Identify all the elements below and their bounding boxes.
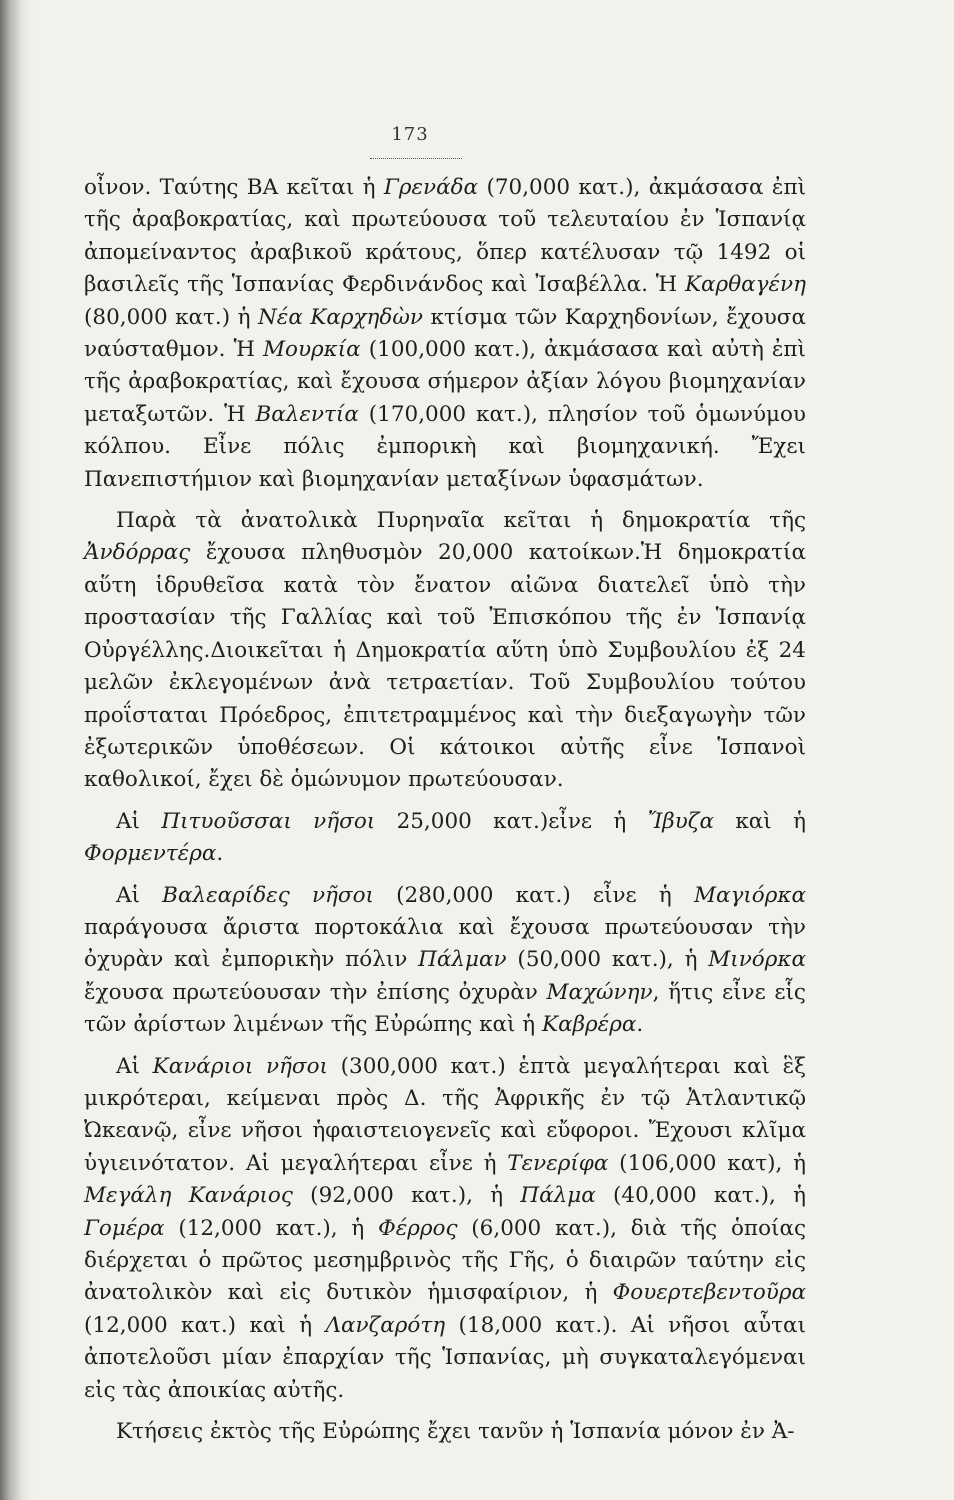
text-run: (6,000 κατ.), διὰ τῆς ὁποίας διέρχεται ὁ πρῶτος μεσημβρινὸς τῆς Γῆς, ὁ διαιρῶν ταύτην εἰς ἀνατολικὸν καὶ εἰς δυτικὸν ἡμισφαίριον, ἡ <box>84 1215 806 1306</box>
italic-name: Φορμεντέρα <box>84 841 217 867</box>
paragraph <box>84 1416 806 1448</box>
paragraph <box>84 172 806 496</box>
italic-name: Μινόρκα <box>708 947 806 973</box>
text-run: (12,000 κατ.) καὶ ἡ <box>84 1312 326 1338</box>
italic-name: Μαγιόρκα <box>693 882 806 908</box>
text-run: 25,000 κατ.)εἶνε ἡ <box>375 808 648 834</box>
italic-name: Ἀνδόρρας <box>84 540 191 566</box>
text-run: Παρὰ τὰ ἀνατολικὰ Πυρηναῖα κεῖται ἡ δημοκρατία τῆς <box>116 508 806 534</box>
text-run: . <box>216 841 224 867</box>
italic-name: Μαχώνην <box>546 979 653 1005</box>
italic-name: Μεγάλη Κανάριος <box>84 1183 293 1209</box>
italic-name: Καβρέρα <box>542 1012 637 1038</box>
text-run: Κτήσεις ἐκτὸς τῆς Εὐρώπης ἔχει τανῦν ἡ Ἱσπανία μόνον ἐν Ἀ- <box>116 1419 795 1445</box>
text-run: ἔχουσα πρωτεύουσαν τὴν ἐπίσης ὀχυρὰν <box>84 979 547 1005</box>
paragraph <box>84 505 806 797</box>
text-run: ἔχουσα πληθυσμὸν 20,000 κατοίκων.Ἡ δημοκρατία αὕτη ἱδρυθεῖσα κατὰ τὸν ἔνατον αἰῶνα διατελεῖ ὑπὸ τὴν προστασίαν τῆς Γαλλίας καὶ τοῦ Ἐπισκόπου τῆς ἐν Ἱσπανίᾳ Οὐργέλλης.Διοικεῖται ἡ Δημοκρατία αὕτη ὑπὸ Συμβουλίου ἐξ 24 μελῶν ἐκλεγομένων ἀνὰ τετραετίαν. Τοῦ Συμβουλίου τούτου προΐσταται Πρόεδρος, ἐπιτετραμμένος καὶ τὴν διεξαγωγὴν τῶν ἐξωτερικῶν ὑποθέσεων. Οἱ κάτοικοι αὐτῆς εἶνε Ἱσπανοὶ καθολικοί, ἔχει δὲ ὁμώνυμον πρωτεύουσαν. <box>84 540 806 793</box>
italic-name: Νέα Καρχηδὼν <box>257 304 423 330</box>
text-run: καὶ ἡ <box>713 808 807 834</box>
paragraph <box>84 1051 806 1407</box>
italic-name: Πάλμα <box>520 1183 596 1209</box>
text-run: (106,000 κατ), ἡ <box>608 1150 806 1176</box>
text-run: (280,000 κατ.) εἶνε ἡ <box>373 882 694 908</box>
italic-name: Μουρκία <box>262 337 361 363</box>
text-run: (18,000 κατ.). Αἱ νῆσοι αὗται ἀποτελοῦσι μίαν ἐπαρχίαν τῆς Ἱσπανίας, μὴ συγκαταλεγόμεναι εἰς τὰς ἀποικίας αὐτῆς. <box>84 1312 806 1403</box>
paragraph <box>84 880 806 1042</box>
italic-name: Πάλμαν <box>418 947 507 973</box>
text-run: (12,000 κατ.), ἡ <box>164 1215 379 1241</box>
italic-name: Βαλεντία <box>255 401 359 427</box>
italic-name: Γομέρα <box>84 1215 165 1241</box>
header-rule <box>370 158 462 159</box>
italic-name: Πιτυοῦσσαι νῆσοι <box>161 808 376 834</box>
text-run: (92,000 κατ.), ἡ <box>292 1183 521 1209</box>
italic-name: Τενερίφα <box>507 1150 609 1176</box>
text-run: (100,000 κατ.), ἀκμάσασα καὶ αὐτὴ ἐπὶ τῆς ἀραβοκρατίας, καὶ ἔχουσα σήμερον ἀξίαν λόγου βιομηχανίαν μεταξωτῶν. Ἡ <box>84 337 806 427</box>
text-run: Αἱ <box>116 808 162 834</box>
italic-name: Γρενάδα <box>383 175 479 200</box>
text-run: (40,000 κατ.), ἡ <box>595 1183 806 1209</box>
text-run: , ἥτις εἶνε εἷς τῶν ἀρίστων λιμένων τῆς Εὐρώπης καὶ ἡ <box>84 979 806 1038</box>
text-run: κτίσμα τῶν Καρχηδονίων, ἔχουσα ναύσταθμον. Ἡ <box>84 304 806 363</box>
text-run: . <box>636 1012 644 1038</box>
text-run: Αἱ <box>116 882 163 908</box>
body-text <box>84 172 806 1448</box>
text-run: (300,000 κατ.) ἑπτὰ μεγαλήτεραι καὶ ἓξ μικρότεραι, κείμεναι πρὸς Δ. τῆς Ἀφρικῆς ἐν τῷ Ἀτλαντικῷ Ὠκεανῷ, εἶνε νῆσοι ἡφαιστειογενεῖς καὶ εὔφοροι. Ἔχουσι κλῖμα ὑγιεινότατον. Αἱ μεγαλήτεραι εἶνε ἡ <box>84 1053 806 1176</box>
text-run: (50,000 κατ.), ἡ <box>506 947 709 973</box>
text-run: (80,000 κατ.) ἡ <box>84 304 258 330</box>
text-run: παράγουσα ἄριστα πορτοκάλια καὶ ἔχουσα πρωτεύουσαν τὴν ὀχυρὰν καὶ ἐμπορικὴν πόλιν <box>84 914 806 973</box>
italic-name: Κανάριοι νῆσοι <box>152 1053 328 1079</box>
italic-name: Λανζαρότη <box>325 1312 446 1338</box>
italic-name: Βαλεαρίδες νῆσοι <box>162 882 374 908</box>
text-run: Αἱ <box>116 1053 153 1079</box>
paragraph <box>84 806 806 871</box>
page-number: 173 <box>391 124 429 145</box>
italic-name: Φέρρος <box>378 1215 458 1241</box>
italic-name: Καρθαγένη <box>684 272 806 298</box>
text-run: οἶνον. Ταύτης ΒΑ κεῖται ἡ <box>84 175 384 200</box>
text-run: (70,000 κατ.), ἀκμάσασα ἐπὶ τῆς ἀραβοκρατίας, καὶ πρωτεύουσα τοῦ τελευταίου ἐν Ἱσπανίᾳ ἀπομείναντος ἀραβικοῦ κράτους, ὅπερ κατέλυσαν τῷ 1492 οἱ βασιλεῖς τῆς Ἱσπανίας Φερδινάνδος καὶ Ἰσαβέλλα. Ἡ <box>84 175 806 298</box>
italic-name: Φουερτεβεντοῦρα <box>612 1280 806 1306</box>
italic-name: Ἴβυζα <box>647 808 714 834</box>
text-run: (170,000 κατ.), πλησίον τοῦ ὁμωνύμου κόλπου. Εἶνε πόλις ἐμπορικὴ καὶ βιομηχανική. Ἔχει Πανεπιστήμιον καὶ βιομηχανίαν μεταξίνων ὑφασμάτων. <box>84 401 807 492</box>
